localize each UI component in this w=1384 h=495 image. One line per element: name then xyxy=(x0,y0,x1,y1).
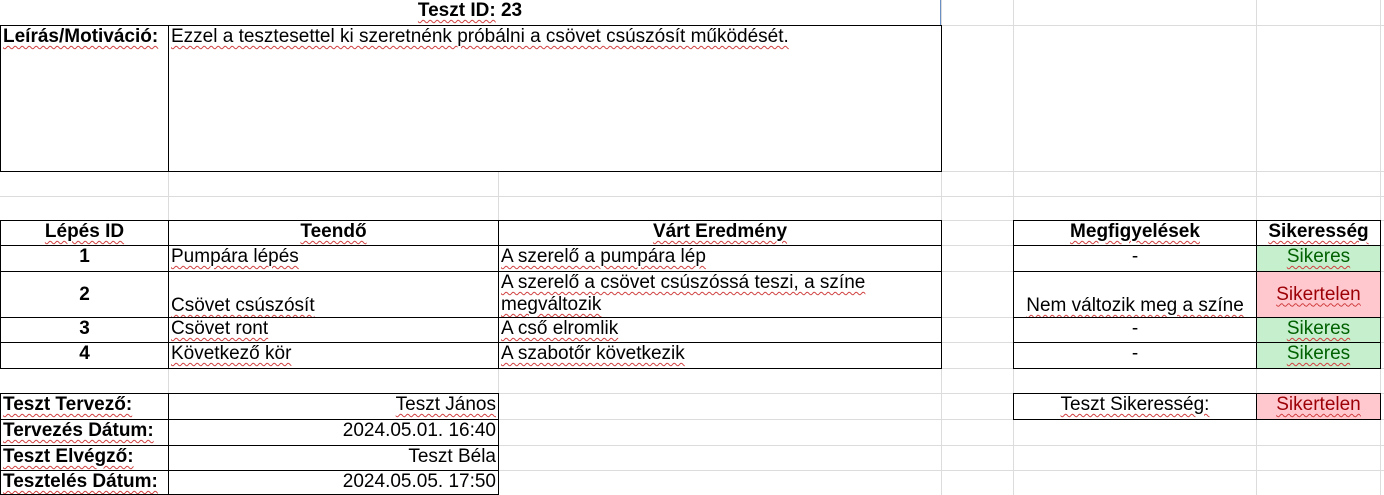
step-id: 2 xyxy=(79,283,90,305)
result-status: Sikeres xyxy=(1286,318,1351,339)
observation-cell[interactable] xyxy=(1013,245,1257,272)
planner-value: Teszt János xyxy=(395,394,496,415)
step-action-cell[interactable] xyxy=(168,342,499,369)
meta-value-cell[interactable] xyxy=(168,393,499,420)
step-id-cell[interactable] xyxy=(0,317,169,343)
meta-value-cell[interactable] xyxy=(168,470,499,495)
observation-text: - xyxy=(1131,343,1139,364)
executor-value: Teszt Béla xyxy=(408,446,496,467)
step-id-cell[interactable] xyxy=(0,342,169,369)
overall-result-status: Sikertelen xyxy=(1276,394,1361,415)
column-header-label: Lépés ID xyxy=(44,221,125,242)
step-id: 1 xyxy=(79,246,90,267)
column-header-success[interactable] xyxy=(1256,220,1381,246)
step-id-cell[interactable] xyxy=(0,271,169,318)
description-label: Leírás/Motiváció: xyxy=(3,26,159,47)
column-header-label: Megfigyelések xyxy=(1070,221,1200,242)
result-cell[interactable] xyxy=(1256,271,1381,318)
column-header-observations[interactable] xyxy=(1013,220,1257,246)
step-id-cell[interactable] xyxy=(0,245,169,272)
column-header-label: Sikeresség xyxy=(1268,221,1369,242)
step-id: 4 xyxy=(79,343,90,364)
gridline xyxy=(0,196,1384,197)
meta-label-cell[interactable] xyxy=(0,419,169,446)
observation-text: - xyxy=(1131,318,1139,339)
observation-cell[interactable] xyxy=(1013,342,1257,369)
step-expected-line: megváltozik xyxy=(501,294,602,315)
step-expected-cell[interactable] xyxy=(498,317,942,343)
step-action: Csövet ront xyxy=(171,318,269,339)
observation-text: - xyxy=(1131,246,1139,267)
step-expected-line: A szerelő a csövet csúszóssá teszi, a színe xyxy=(501,272,866,293)
meta-label-cell[interactable] xyxy=(0,470,169,495)
step-action: Csövet csúszósít xyxy=(171,295,315,316)
observation-text: Nem változik meg a színe xyxy=(1026,295,1244,316)
step-action: Pumpára lépés xyxy=(171,246,299,267)
result-cell[interactable] xyxy=(1256,245,1381,272)
test-date-label: Tesztelés Dátum: xyxy=(3,471,158,492)
test-id-label: Teszt ID: xyxy=(417,0,496,21)
result-cell[interactable] xyxy=(1256,317,1381,343)
step-expected-cell[interactable] xyxy=(498,271,942,318)
result-status: Sikeres xyxy=(1286,246,1351,267)
step-action: Következő kör xyxy=(171,343,292,364)
test-id-value: 23 xyxy=(500,0,523,21)
column-header-label: Teendő xyxy=(300,221,367,242)
description-text-cell[interactable] xyxy=(168,25,942,172)
planning-date-value: 2024.05.01. 16:40 xyxy=(342,420,496,441)
executor-label: Teszt Elvégző: xyxy=(3,446,134,467)
step-id: 3 xyxy=(79,318,90,339)
step-expected: A szerelő a pumpára lép xyxy=(501,246,706,267)
test-id-cell[interactable] xyxy=(0,0,941,26)
description-label-cell[interactable] xyxy=(0,25,169,172)
column-header-expected[interactable] xyxy=(498,220,942,246)
step-action-cell[interactable] xyxy=(168,245,499,272)
observation-cell[interactable] xyxy=(1013,271,1257,318)
step-expected-cell[interactable] xyxy=(498,342,942,369)
column-header-action[interactable] xyxy=(168,220,499,246)
description-text: Ezzel a tesztesettel ki szeretnénk próbálni a csövet csúszósít működését. xyxy=(171,26,789,47)
step-expected: A cső elromlik xyxy=(501,318,619,339)
overall-label-cell[interactable] xyxy=(1013,393,1257,420)
meta-value-cell[interactable] xyxy=(168,419,499,446)
observation-cell[interactable] xyxy=(1013,317,1257,343)
meta-label-cell[interactable] xyxy=(0,393,169,420)
step-action-cell[interactable] xyxy=(168,271,499,318)
result-status: Sikertelen xyxy=(1276,283,1361,305)
column-header-step-id[interactable] xyxy=(0,220,169,246)
test-date-value: 2024.05.05. 17:50 xyxy=(342,471,496,492)
column-header-label: Várt Eredmény xyxy=(652,221,788,242)
meta-value-cell[interactable] xyxy=(168,445,499,471)
step-expected-cell[interactable] xyxy=(498,245,942,272)
planning-date-label: Tervezés Dátum: xyxy=(3,420,154,441)
step-action-cell[interactable] xyxy=(168,317,499,343)
step-expected: A szabotőr következik xyxy=(501,343,685,364)
overall-label: Teszt Sikeresség: xyxy=(1060,394,1210,415)
result-cell[interactable] xyxy=(1256,342,1381,369)
overall-result-cell[interactable] xyxy=(1256,393,1381,420)
meta-label-cell[interactable] xyxy=(0,445,169,471)
planner-label: Teszt Tervező: xyxy=(3,394,133,415)
result-status: Sikeres xyxy=(1286,343,1351,364)
